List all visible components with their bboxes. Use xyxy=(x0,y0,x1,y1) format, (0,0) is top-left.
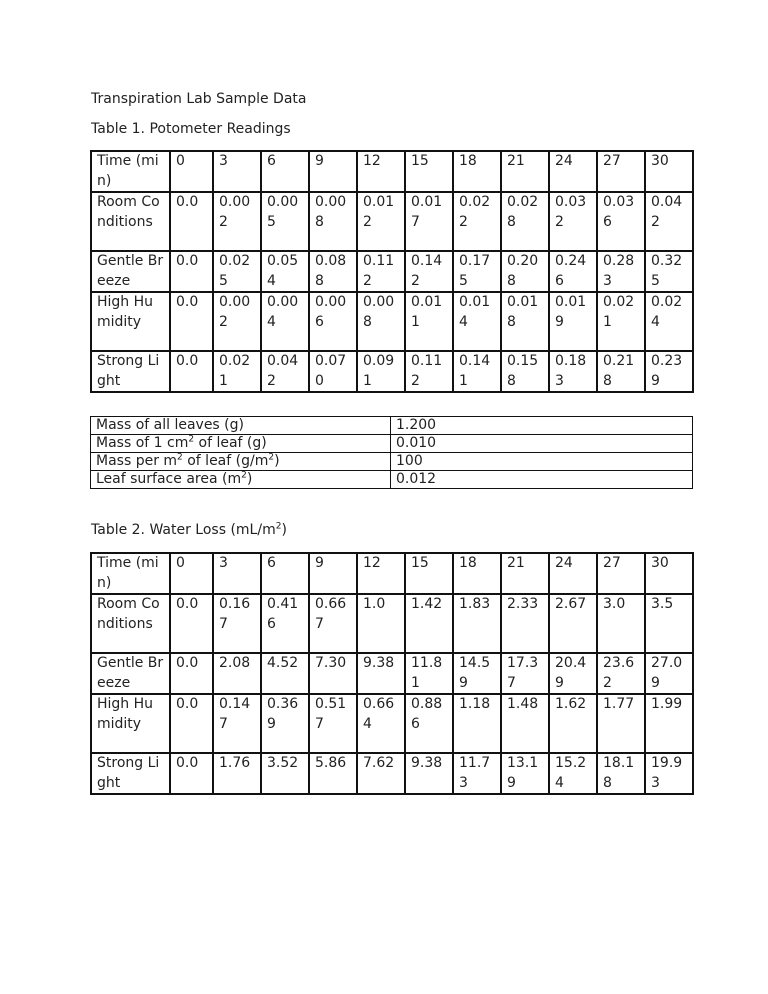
value-cell: 0.664 xyxy=(357,694,405,753)
potometer-readings-table xyxy=(90,150,694,393)
value-cell: 0.091 xyxy=(357,351,405,392)
value-cell: 0.0 xyxy=(170,653,213,694)
value-cell: 0.032 xyxy=(549,192,597,251)
value-cell: 23.62 xyxy=(597,653,645,694)
value-cell: 0.239 xyxy=(645,351,693,392)
mass-row xyxy=(91,435,693,453)
mass-label-pre: Mass per m xyxy=(96,453,178,469)
value-cell: 0.167 xyxy=(213,594,261,653)
table-row xyxy=(91,653,693,694)
value-cell: 0.014 xyxy=(453,292,501,351)
value-cell: 0.006 xyxy=(309,292,357,351)
value-cell: 0.042 xyxy=(645,192,693,251)
value-cell: 0.025 xyxy=(213,251,261,292)
value-cell: 0.012 xyxy=(357,192,405,251)
value-cell: 19.93 xyxy=(645,753,693,794)
value-cell: 0.158 xyxy=(501,351,549,392)
mass-label-sup2: 2 xyxy=(268,452,275,463)
table-row xyxy=(91,594,693,653)
mass-value-cell: 1.200 xyxy=(391,417,693,435)
value-cell: 0.021 xyxy=(213,351,261,392)
time-cell: 30 xyxy=(645,553,693,594)
value-cell: 3.52 xyxy=(261,753,309,794)
mass-value-cell: 0.010 xyxy=(391,435,693,453)
value-cell: 0.667 xyxy=(309,594,357,653)
value-cell: 0.002 xyxy=(213,192,261,251)
value-cell: 0.218 xyxy=(597,351,645,392)
value-cell: 1.18 xyxy=(453,694,501,753)
time-cell: 27 xyxy=(597,151,645,192)
table-row xyxy=(91,292,693,351)
value-cell: 0.0 xyxy=(170,292,213,351)
mass-label-pre: Mass of all leaves (g) xyxy=(96,417,244,433)
condition-label-cell: Gentle Breeze xyxy=(91,653,170,694)
mass-row xyxy=(91,417,693,435)
value-cell: 0.0 xyxy=(170,594,213,653)
value-cell: 0.246 xyxy=(549,251,597,292)
value-cell: 0.019 xyxy=(549,292,597,351)
value-cell: 0.004 xyxy=(261,292,309,351)
value-cell: 1.77 xyxy=(597,694,645,753)
table-row xyxy=(91,192,693,251)
table2-caption xyxy=(91,521,287,539)
time-cell: 21 xyxy=(501,151,549,192)
mass-row xyxy=(91,453,693,471)
time-cell: 9 xyxy=(309,553,357,594)
value-cell: 2.67 xyxy=(549,594,597,653)
mass-label-sup: 2 xyxy=(177,452,183,463)
time-cell: 24 xyxy=(549,151,597,192)
mass-label-sup: 2 xyxy=(188,434,195,445)
time-cell: 15 xyxy=(405,553,453,594)
condition-label-cell: Room Conditions xyxy=(91,192,170,251)
value-cell: 20.49 xyxy=(549,653,597,694)
time-cell: 24 xyxy=(549,553,597,594)
value-cell: 0.070 xyxy=(309,351,357,392)
value-cell: 9.38 xyxy=(357,653,405,694)
value-cell: 13.19 xyxy=(501,753,549,794)
table2-caption-sup: 2 xyxy=(275,521,282,532)
value-cell: 9.38 xyxy=(405,753,453,794)
table-row xyxy=(91,694,693,753)
time-cell: 3 xyxy=(213,553,261,594)
leaf-mass-table xyxy=(90,416,693,489)
value-cell: 1.0 xyxy=(357,594,405,653)
value-cell: 1.99 xyxy=(645,694,693,753)
value-cell: 0.416 xyxy=(261,594,309,653)
condition-label-cell: Strong Light xyxy=(91,753,170,794)
time-cell: 18 xyxy=(453,553,501,594)
value-cell: 0.142 xyxy=(405,251,453,292)
value-cell: 0.028 xyxy=(501,192,549,251)
table-row xyxy=(91,251,693,292)
value-cell: 0.011 xyxy=(405,292,453,351)
value-cell: 2.08 xyxy=(213,653,261,694)
mass-label-pre: Leaf surface area (m xyxy=(96,471,242,487)
value-cell: 0.002 xyxy=(213,292,261,351)
condition-label-cell: Strong Light xyxy=(91,351,170,392)
mass-label-sup: 2 xyxy=(241,470,247,481)
value-cell: 0.886 xyxy=(405,694,453,753)
value-cell: 1.48 xyxy=(501,694,549,753)
table-row xyxy=(91,753,693,794)
condition-label-cell: Room Conditions xyxy=(91,594,170,653)
mass-label-cell xyxy=(91,417,391,435)
document-title: Transpiration Lab Sample Data xyxy=(91,91,307,107)
value-cell: 0.325 xyxy=(645,251,693,292)
mass-label-post: of leaf (g) xyxy=(194,435,267,451)
time-cell: 0 xyxy=(170,151,213,192)
value-cell: 18.18 xyxy=(597,753,645,794)
mass-label-cell xyxy=(91,435,391,453)
time-cell: 0 xyxy=(170,553,213,594)
value-cell: 2.33 xyxy=(501,594,549,653)
value-cell: 0.517 xyxy=(309,694,357,753)
value-cell: 0.141 xyxy=(453,351,501,392)
table-row xyxy=(91,351,693,392)
table2-caption-end: ) xyxy=(281,522,287,538)
time-cell: 21 xyxy=(501,553,549,594)
mass-row xyxy=(91,471,693,489)
table2-caption-text: Table 2. Water Loss (mL/m xyxy=(91,522,276,538)
value-cell: 5.86 xyxy=(309,753,357,794)
value-cell: 0.088 xyxy=(309,251,357,292)
table1-caption: Table 1. Potometer Readings xyxy=(91,121,291,137)
value-cell: 17.37 xyxy=(501,653,549,694)
value-cell: 1.76 xyxy=(213,753,261,794)
value-cell: 7.62 xyxy=(357,753,405,794)
value-cell: 0.024 xyxy=(645,292,693,351)
value-cell: 3.0 xyxy=(597,594,645,653)
value-cell: 0.175 xyxy=(453,251,501,292)
time-cell: 27 xyxy=(597,553,645,594)
mass-label-pre: Mass of 1 cm xyxy=(96,435,189,451)
water-loss-table xyxy=(90,552,694,795)
time-cell: 18 xyxy=(453,151,501,192)
value-cell: 0.005 xyxy=(261,192,309,251)
time-cell: 6 xyxy=(261,151,309,192)
time-cell: 9 xyxy=(309,151,357,192)
value-cell: 0.018 xyxy=(501,292,549,351)
value-cell: 0.054 xyxy=(261,251,309,292)
value-cell: 11.73 xyxy=(453,753,501,794)
value-cell: 0.021 xyxy=(597,292,645,351)
value-cell: 0.017 xyxy=(405,192,453,251)
value-cell: 0.0 xyxy=(170,192,213,251)
value-cell: 4.52 xyxy=(261,653,309,694)
value-cell: 0.008 xyxy=(357,292,405,351)
value-cell: 0.369 xyxy=(261,694,309,753)
time-cell: 12 xyxy=(357,553,405,594)
condition-label-cell: High Humidity xyxy=(91,694,170,753)
value-cell: 1.42 xyxy=(405,594,453,653)
value-cell: 0.208 xyxy=(501,251,549,292)
value-cell: 0.0 xyxy=(170,694,213,753)
value-cell: 0.008 xyxy=(309,192,357,251)
condition-label-cell: High Humidity xyxy=(91,292,170,351)
time-cell: 6 xyxy=(261,553,309,594)
header-row xyxy=(91,553,693,594)
value-cell: 7.30 xyxy=(309,653,357,694)
time-cell: 30 xyxy=(645,151,693,192)
value-cell: 0.0 xyxy=(170,251,213,292)
value-cell: 1.62 xyxy=(549,694,597,753)
time-cell: 15 xyxy=(405,151,453,192)
value-cell: 1.83 xyxy=(453,594,501,653)
value-cell: 3.5 xyxy=(645,594,693,653)
mass-label-post2: ) xyxy=(274,453,280,469)
value-cell: 0.112 xyxy=(405,351,453,392)
mass-label-post: ) xyxy=(246,471,253,487)
time-header-cell: Time (min) xyxy=(91,151,170,192)
value-cell: 0.283 xyxy=(597,251,645,292)
header-row xyxy=(91,151,693,192)
value-cell: 0.147 xyxy=(213,694,261,753)
value-cell: 0.112 xyxy=(357,251,405,292)
value-cell: 0.0 xyxy=(170,351,213,392)
mass-label-post: of leaf (g/m xyxy=(182,453,269,469)
value-cell: 27.09 xyxy=(645,653,693,694)
time-cell: 12 xyxy=(357,151,405,192)
condition-label-cell: Gentle Breeze xyxy=(91,251,170,292)
mass-label-cell xyxy=(91,453,391,471)
value-cell: 0.042 xyxy=(261,351,309,392)
value-cell: 0.036 xyxy=(597,192,645,251)
mass-label-cell xyxy=(91,471,391,489)
value-cell: 14.59 xyxy=(453,653,501,694)
mass-value-cell: 0.012 xyxy=(391,471,693,489)
value-cell: 11.81 xyxy=(405,653,453,694)
value-cell: 0.183 xyxy=(549,351,597,392)
time-header-cell: Time (min) xyxy=(91,553,170,594)
time-cell: 3 xyxy=(213,151,261,192)
value-cell: 0.0 xyxy=(170,753,213,794)
mass-value-cell: 100 xyxy=(391,453,693,471)
value-cell: 0.022 xyxy=(453,192,501,251)
value-cell: 15.24 xyxy=(549,753,597,794)
